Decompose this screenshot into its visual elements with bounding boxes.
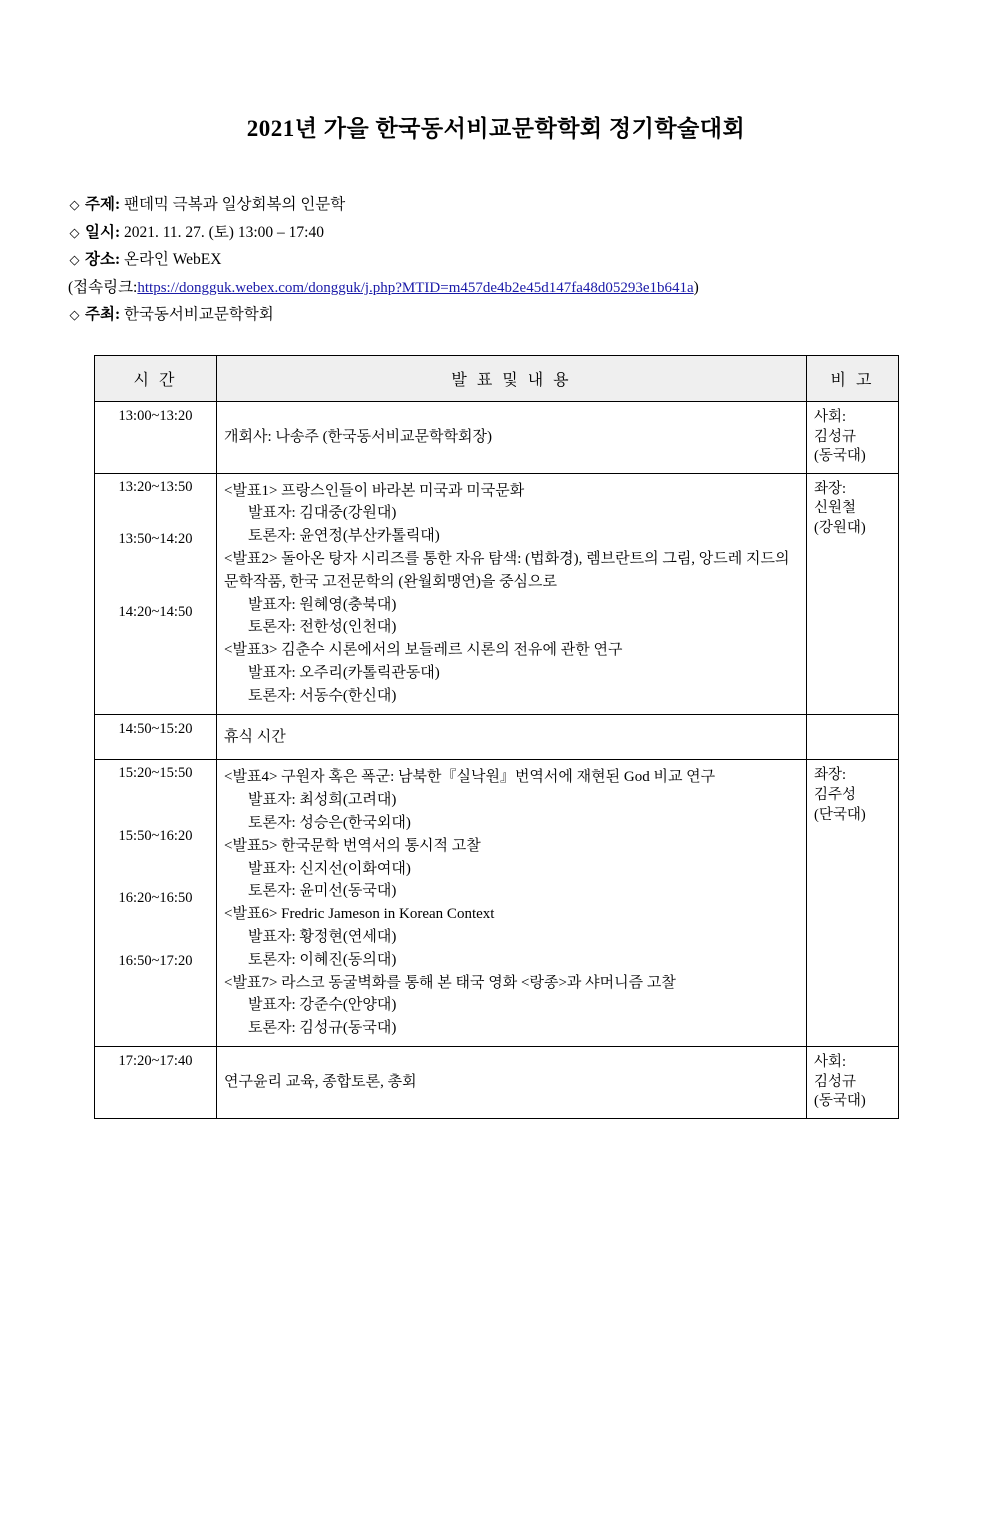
row-content xyxy=(217,402,807,474)
session-discussant: 토론자: 성승은(한국외대) xyxy=(248,815,411,832)
row-time-group xyxy=(95,473,217,714)
table-row xyxy=(95,473,899,714)
meta-key-datetime: 일시: xyxy=(85,223,121,241)
header-content: 발 표 및 내 용 xyxy=(217,356,807,402)
row-time: 16:20~16:50 xyxy=(118,890,193,907)
table-row xyxy=(95,1047,899,1119)
note-line: 신원철 xyxy=(814,500,857,517)
session-discussant: 토론자: 전한성(인천대) xyxy=(248,619,397,636)
row-content xyxy=(217,473,807,714)
table-row xyxy=(95,402,899,474)
row-time: 16:50~17:20 xyxy=(118,952,193,969)
meta-key-place: 장소: xyxy=(85,251,121,269)
note-line: 김성규 xyxy=(814,1073,857,1090)
session-discussant: 토론자: 윤미선(동국대) xyxy=(248,883,397,900)
session-discussant: 토론자: 이혜진(동의대) xyxy=(248,951,397,968)
session-title: <발표7> 라스코 동굴벽화를 통해 본 태국 영화 <랑종>과 샤머니즘 고찰 xyxy=(224,974,676,991)
diamond-bullet-icon: ◇ xyxy=(69,252,80,268)
session-title: <발표6> Fredric Jameson in Korean Context xyxy=(224,906,495,923)
session-discussant: 토론자: 윤연정(부산카톨릭대) xyxy=(248,528,440,545)
row-note xyxy=(807,760,899,1047)
session-presenter: 발표자: 오주리(카톨릭관동대) xyxy=(248,665,440,682)
header-note: 비 고 xyxy=(807,356,899,402)
meta-block xyxy=(68,191,992,329)
webex-link[interactable]: https://dongguk.webex.com/dongguk/j.php?MTID=m457de4b2e45d147fa48d05293e1b641a xyxy=(137,279,694,296)
note-line: 좌장: xyxy=(814,480,847,497)
meta-value-place: 온라인 WebEX xyxy=(123,251,222,269)
note-line: 사회: xyxy=(814,1054,847,1071)
session-title: <발표5> 한국문학 번역서의 통시적 고찰 xyxy=(224,837,481,854)
meta-key-host: 주최: xyxy=(85,306,121,324)
diamond-bullet-icon: ◇ xyxy=(69,307,80,323)
row-time: 17:20~17:40 xyxy=(95,1047,217,1119)
link-prefix: (접속링크: xyxy=(68,278,138,296)
row-time: 14:20~14:50 xyxy=(118,603,193,620)
session-presenter: 발표자: 신지선(이화여대) xyxy=(248,860,411,877)
table-header-row xyxy=(95,356,899,402)
row-content xyxy=(217,760,807,1047)
note-line: (단국대) xyxy=(814,806,866,823)
meta-line-topic xyxy=(68,191,992,219)
session-line: 연구윤리 교육, 종합토론, 총회 xyxy=(224,1073,417,1090)
meta-line-host xyxy=(68,301,992,329)
row-time: 13:00~13:20 xyxy=(95,402,217,474)
meta-value-host: 한국동서비교문학학회 xyxy=(123,306,274,324)
meta-key-topic: 주제: xyxy=(85,196,121,213)
meta-line-place xyxy=(68,246,992,274)
diamond-bullet-icon: ◇ xyxy=(69,224,80,240)
row-time: 15:20~15:50 xyxy=(118,765,193,782)
row-note xyxy=(807,473,899,714)
session-discussant: 토론자: 서동수(한신대) xyxy=(248,687,397,704)
meta-value-datetime: 2021. 11. 27. (토) 13:00 – 17:40 xyxy=(123,223,324,241)
row-time: 14:50~15:20 xyxy=(95,714,217,760)
session-presenter: 발표자: 김대중(강원대) xyxy=(248,505,397,522)
page-title: 2021년 가을 한국동서비교문학학회 정기학술대회 xyxy=(246,116,746,141)
meta-line-datetime xyxy=(68,219,992,247)
agenda-table xyxy=(94,355,899,1119)
session-discussant: 토론자: 김성규(동국대) xyxy=(248,1020,397,1037)
session-line: 휴식 시간 xyxy=(224,728,286,745)
session-presenter: 발표자: 황정현(연세대) xyxy=(248,929,397,946)
row-time-group xyxy=(95,760,217,1047)
session-title: <발표1> 프랑스인들이 바라본 미국과 미국문화 xyxy=(224,482,525,499)
session-presenter: 발표자: 강준수(안양대) xyxy=(248,997,397,1014)
row-content xyxy=(217,714,807,760)
note-line: (동국대) xyxy=(814,448,866,465)
meta-line-link xyxy=(68,274,992,302)
session-title: <발표4> 구원자 혹은 폭군: 남북한『실낙원』번역서에 재현된 God 비교 연구 xyxy=(224,769,716,786)
row-note xyxy=(807,714,899,760)
note-line: 김성규 xyxy=(814,428,857,445)
table-row xyxy=(95,714,899,760)
note-line: (동국대) xyxy=(814,1093,866,1110)
row-note xyxy=(807,402,899,474)
note-line: 김주성 xyxy=(814,787,857,804)
session-title: <발표2> 돌아온 탕자 시리즈를 통한 자유 탐색: (법화경), 렘브란트의 그림, 앙드레 지드의 문학작품, 한국 고전문학의 (완월회맹연)을 중심으로 xyxy=(224,551,790,590)
link-suffix: ) xyxy=(693,278,699,296)
row-time: 13:50~14:20 xyxy=(118,531,193,548)
document-page xyxy=(0,110,992,1513)
meta-value-topic: 팬데믹 극복과 일상회복의 인문학 xyxy=(123,196,346,213)
table-row xyxy=(95,760,899,1047)
diamond-bullet-icon: ◇ xyxy=(69,197,80,212)
row-content xyxy=(217,1047,807,1119)
row-time: 15:50~16:20 xyxy=(118,827,193,844)
note-line: 좌장: xyxy=(814,767,847,784)
note-line: (강원대) xyxy=(814,519,866,536)
note-line: 사회: xyxy=(814,409,847,425)
session-presenter: 발표자: 최성희(고려대) xyxy=(248,792,397,809)
row-note xyxy=(807,1047,899,1119)
header-time: 시 간 xyxy=(95,356,217,402)
session-title: <발표3> 김춘수 시론에서의 보들레르 시론의 전유에 관한 연구 xyxy=(224,642,623,659)
session-presenter: 발표자: 원혜영(충북대) xyxy=(248,596,397,613)
session-line: 개회사: 나송주 (한국동서비교문학학회장) xyxy=(224,428,492,445)
row-time: 13:20~13:50 xyxy=(118,478,193,495)
